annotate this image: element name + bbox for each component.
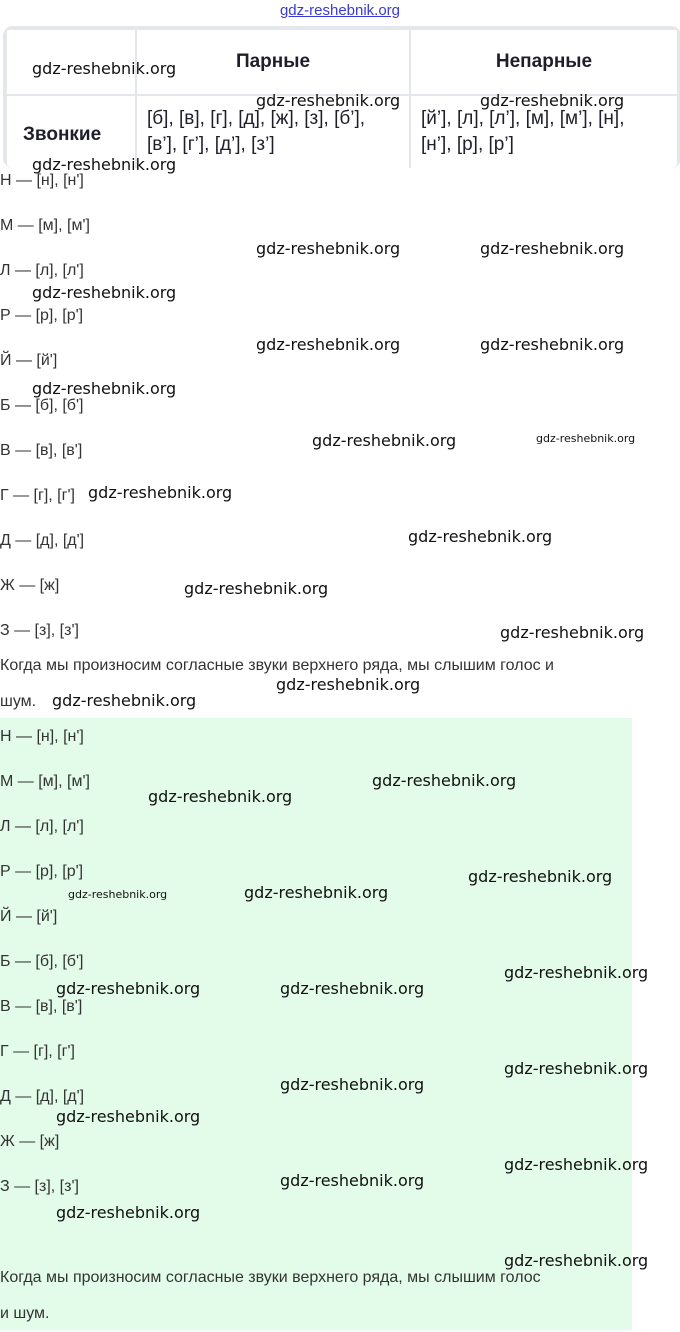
list-item: З — [з], [з'] xyxy=(0,1178,79,1195)
watermark: gdz-reshebnik.org xyxy=(148,787,293,806)
watermark: gdz-reshebnik.org xyxy=(504,1251,649,1270)
watermark: gdz-reshebnik.org xyxy=(468,867,613,886)
paragraph-line: и шум. xyxy=(0,1305,50,1322)
watermark: gdz-reshebnik.org xyxy=(276,675,421,694)
list-item: Д — [д], [д'] xyxy=(0,532,85,549)
list-item: М — [м], [м'] xyxy=(0,773,90,790)
watermark: gdz-reshebnik.org xyxy=(56,1203,201,1222)
list-item: Ж — [ж] xyxy=(0,1133,60,1150)
watermark: gdz-reshebnik.org xyxy=(244,883,389,902)
list-item: Б — [б], [б'] xyxy=(0,397,84,414)
watermark: gdz-reshebnik.org xyxy=(372,771,517,790)
answer-highlight xyxy=(0,718,632,1330)
voiced-unpaired-line: [й’], [л], [л’], [м], [м’], [н], xyxy=(421,108,625,129)
watermark: gdz-reshebnik.org xyxy=(480,335,625,354)
paragraph-line: шум. xyxy=(0,693,37,710)
watermark: gdz-reshebnik.org xyxy=(88,483,233,502)
list-item: Г — [г], [г'] xyxy=(0,1043,75,1060)
watermark: gdz-reshebnik.org xyxy=(184,579,329,598)
watermark: gdz-reshebnik.org xyxy=(280,979,425,998)
list-item: Ж — [ж] xyxy=(0,577,60,594)
list-item: Д — [д], [д'] xyxy=(0,1088,85,1105)
list-item: Й — [й'] xyxy=(0,908,58,925)
list-item: Г — [г], [г'] xyxy=(0,487,75,504)
paragraph-line: Когда мы произносим согласные звуки верхнего ряда, мы слышим голос xyxy=(0,1269,541,1286)
answer-paragraph xyxy=(0,1260,650,1332)
watermark: gdz-reshebnik.org xyxy=(408,527,553,546)
watermark: gdz-reshebnik.org xyxy=(536,432,636,445)
watermark: gdz-reshebnik.org xyxy=(280,1171,425,1190)
row-label-voiced: Звонкие xyxy=(6,95,136,168)
list-item: Р — [р], [р'] xyxy=(0,863,84,880)
header-unpaired: Непарные xyxy=(410,29,678,95)
watermark: gdz-reshebnik.org xyxy=(480,91,625,110)
watermark: gdz-reshebnik.org xyxy=(56,979,201,998)
list-item: Р — [р], [р'] xyxy=(0,307,84,324)
voiced-unpaired-line: [н’], [р], [р’] xyxy=(421,134,514,155)
watermark: gdz-reshebnik.org xyxy=(68,888,168,901)
watermark: gdz-reshebnik.org xyxy=(312,431,457,450)
list-item: Б — [б], [б'] xyxy=(0,953,84,970)
voiced-paired-line: [в’], [г’], [д’], [з’] xyxy=(147,134,275,155)
watermark: gdz-reshebnik.org xyxy=(480,239,625,258)
header-paired: Парные xyxy=(136,29,410,95)
paragraph-line: Когда мы произносим согласные звуки верхнего ряда, мы слышим голос и xyxy=(0,657,554,674)
watermark: gdz-reshebnik.org xyxy=(500,623,645,642)
watermark: gdz-reshebnik.org xyxy=(32,379,177,398)
watermark: gdz-reshebnik.org xyxy=(256,91,401,110)
list-item: Н — [н], [н'] xyxy=(0,172,84,189)
watermark: gdz-reshebnik.org xyxy=(504,1059,649,1078)
watermark: gdz-reshebnik.org xyxy=(280,1075,425,1094)
voiced-paired-line: [б], [в], [г], [д], [ж], [з], [б’], xyxy=(147,108,366,129)
watermark: gdz-reshebnik.org xyxy=(56,1107,201,1126)
watermark: gdz-reshebnik.org xyxy=(32,59,177,78)
watermark-link[interactable]: gdz-reshebnik.org xyxy=(279,2,401,19)
watermark: gdz-reshebnik.org xyxy=(32,283,177,302)
watermark: gdz-reshebnik.org xyxy=(32,155,177,174)
list-item: З — [з], [з'] xyxy=(0,622,79,639)
list-item: Н — [н], [н'] xyxy=(0,728,84,745)
watermark: gdz-reshebnik.org xyxy=(256,239,401,258)
list-item: М — [м], [м'] xyxy=(0,217,90,234)
watermark: gdz-reshebnik.org xyxy=(52,691,197,710)
watermark: gdz-reshebnik.org xyxy=(504,1155,649,1174)
list-item: Й — [й'] xyxy=(0,352,58,369)
watermark: gdz-reshebnik.org xyxy=(256,335,401,354)
list-item: В — [в], [в'] xyxy=(0,998,83,1015)
list-item: Л — [л], [л'] xyxy=(0,262,84,279)
watermark: gdz-reshebnik.org xyxy=(504,963,649,982)
list-item: В — [в], [в'] xyxy=(0,442,83,459)
list-item: Л — [л], [л'] xyxy=(0,818,84,835)
